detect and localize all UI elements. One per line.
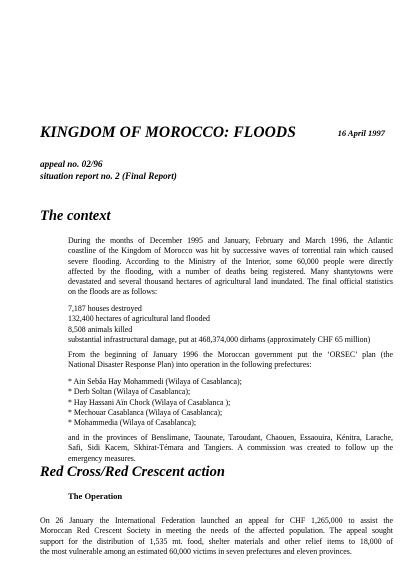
text-line: devastated and several thousand hectares of agricultural land inundated. The final official statistics	[68, 277, 393, 287]
document-date: 16 April 1997	[337, 128, 385, 138]
statistic-item: 132,400 hectares of agricultural land flooded	[68, 314, 210, 324]
context-paragraph	[68, 236, 393, 298]
prefecture-item: * Mechouar Casablanca (Wilaya of Casablanca);	[68, 407, 223, 417]
report-number: situation report no. 2 (Final Report)	[40, 171, 177, 181]
action-heading: Red Cross/Red Crescent action	[40, 464, 225, 480]
text-line: Moroccan Red Crescent Society in meeting the needs of the affected population. The appeal sought	[40, 526, 393, 536]
text-line: affected by the flooding, with a number of deaths being registered. Many shantytowns were	[68, 266, 393, 276]
prefecture-item: * Ain Sebâa Hay Mohammedi (Wilaya of Casablanca);	[68, 377, 242, 386]
appeal-number: appeal no. 02/96	[40, 159, 103, 169]
context-heading: The context	[40, 208, 111, 224]
operation-paragraph	[40, 516, 393, 557]
orsec-paragraph	[68, 350, 393, 371]
prefecture-item: * Mohammedia (Wilaya of Casablanca);	[68, 418, 197, 428]
statistics-list	[68, 304, 393, 345]
provinces-paragraph	[68, 433, 393, 464]
text-line: support for the distribution of 1,535 mt. food, shelter materials and other relief items to 18,000 of	[40, 536, 393, 546]
document-title: KINGDOM OF MOROCCO: FLOODS	[40, 124, 296, 141]
operation-subheading: The Operation	[68, 491, 123, 501]
title-row	[40, 124, 385, 144]
text-line: From the beginning of January 1996 the Moroccan government put the ‘ORSEC’ plan (the	[68, 350, 393, 359]
text-line: Safi, Sidi Kacem, Skhirat-Témara and Tangiers. A commission was created to follow up the	[68, 443, 393, 453]
text-line: During the months of December 1995 and January, February and March 1996, the Atlantic	[68, 236, 393, 245]
statistic-item: 7,187 houses destroyed	[68, 304, 142, 313]
text-line: the most vulnerable among an estimated 60,000 victims in seven prefectures and eleven provinces.	[40, 546, 352, 556]
prefecture-item: * Hay Hassani Aïn Chock (Wilaya of Casablanca );	[68, 397, 231, 407]
text-line: severe flooding. According to the Ministry of the Interior, some 60,000 people were directly	[68, 256, 393, 266]
prefecture-item: * Derb Soltan (Wilaya of Casablanca);	[68, 387, 191, 397]
text-line: coastline of the Kingdom of Morocco was hit by successive waves of torrential rain which caused	[68, 246, 393, 256]
appeal-info	[40, 158, 177, 182]
text-line: On 26 January the International Federation launched an appeal for CHF 1,265,000 to assist the	[40, 516, 393, 525]
text-line: emergency measures.	[68, 453, 136, 463]
statistic-item: 8,508 animals killed	[68, 324, 133, 334]
text-line: on the floods are as follows:	[68, 287, 158, 297]
text-line: and in the provinces of Benslimane, Taounate, Taroudant, Chaouen, Essaouira, Kénitra, Larache,	[68, 433, 393, 442]
text-line: National Disaster Response Plan) into operation in the following prefectures:	[68, 360, 312, 370]
statistic-item: substantial infrastructural damage, put at 468,374,000 dirhams (approximately CHF 65 million)	[68, 334, 371, 344]
prefecture-list	[68, 377, 393, 428]
